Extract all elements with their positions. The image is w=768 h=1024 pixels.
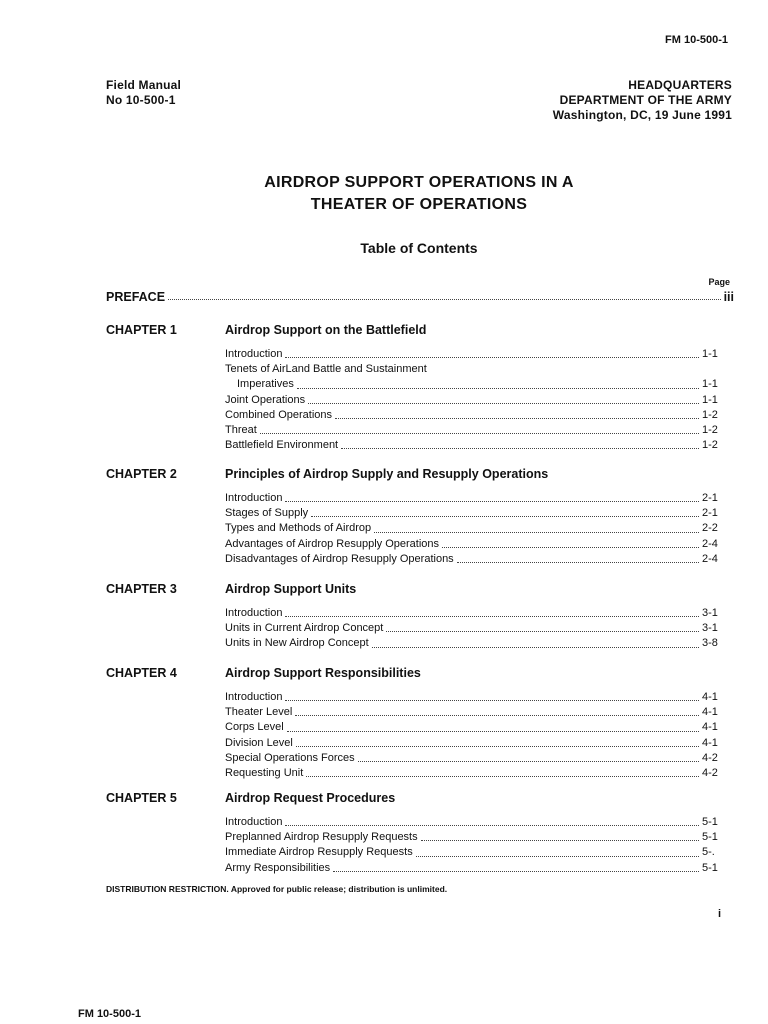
entry-text: Units in Current Airdrop Concept — [225, 622, 384, 635]
entry-page: 5-1 — [702, 861, 718, 874]
toc-entry[interactable] — [225, 438, 716, 453]
chapter-1 — [106, 323, 716, 453]
chapter-heading[interactable] — [106, 582, 716, 602]
entry-text: Corps Level — [225, 721, 284, 734]
chapter-title: Airdrop Support Units — [225, 582, 357, 596]
preface-label: PREFACE — [106, 290, 166, 304]
doc-id-top: FM 10-500-1 — [665, 34, 728, 46]
chapter-entries — [225, 491, 716, 567]
entry-page: 2-1 — [702, 507, 718, 520]
toc-entry[interactable] — [225, 506, 716, 521]
dot-leader — [358, 751, 699, 762]
entry-text: Introduction — [225, 348, 283, 360]
preface-entry[interactable] — [106, 290, 734, 304]
chapter-2 — [106, 467, 716, 567]
toc-entry[interactable] — [225, 636, 716, 651]
toc-entry[interactable] — [225, 408, 716, 423]
dot-leader — [285, 690, 699, 701]
toc-entry[interactable] — [225, 861, 716, 876]
entry-page: 2-4 — [702, 552, 718, 565]
toc-entry[interactable] — [225, 720, 716, 735]
entry-page: 1-1 — [702, 378, 718, 391]
chapter-title: Airdrop Support Responsibilities — [225, 666, 421, 680]
dot-leader — [421, 830, 699, 841]
dot-leader — [260, 423, 699, 434]
entry-text: Units in New Airdrop Concept — [225, 637, 369, 650]
doc-id-bottom: FM 10-500-1 — [78, 1008, 141, 1020]
dot-leader — [416, 845, 699, 856]
dot-leader — [308, 393, 699, 404]
dot-leader — [285, 606, 699, 617]
entry-page: 4-2 — [702, 766, 718, 779]
entry-text: Introduction — [225, 607, 283, 619]
entry-text: Requesting Unit — [225, 766, 304, 779]
entry-text: Disadvantages of Airdrop Resupply Operations — [225, 552, 454, 565]
toc-entry[interactable] — [225, 766, 716, 781]
toc-entry[interactable] — [225, 705, 716, 720]
entry-page: 3-1 — [702, 622, 718, 635]
chapter-3 — [106, 582, 716, 652]
toc-entry[interactable] — [225, 606, 716, 621]
entry-page: 3-8 — [702, 637, 718, 650]
toc-entry[interactable] — [225, 690, 716, 705]
entry-page: 1-2 — [702, 408, 718, 421]
entry-page: 2-1 — [702, 492, 718, 504]
toc-entry[interactable] — [225, 830, 716, 845]
chapter-label: CHAPTER 3 — [106, 582, 177, 596]
entry-page: 2-4 — [702, 537, 718, 550]
entry-page: 1-1 — [702, 348, 718, 360]
dot-leader — [306, 766, 699, 777]
entry-page: 5-1 — [702, 831, 718, 844]
entry-text: Introduction — [225, 816, 283, 828]
chapter-title: Airdrop Request Procedures — [225, 791, 396, 805]
toc-entry[interactable] — [225, 362, 716, 377]
chapter-5 — [106, 791, 716, 876]
entry-text: Types and Methods of Airdrop — [225, 522, 372, 535]
preface-page: iii — [723, 290, 734, 304]
entry-page: 1-2 — [702, 439, 718, 452]
field-manual-line: Field Manual — [106, 78, 182, 92]
chapter-entries — [225, 690, 716, 781]
dot-leader — [372, 636, 699, 647]
entry-page: 4-1 — [702, 706, 718, 719]
entry-page: 3-1 — [702, 607, 718, 619]
toc-entry[interactable] — [225, 751, 716, 766]
dot-leader — [168, 290, 721, 300]
toc-entry[interactable] — [225, 537, 716, 552]
entry-page: 4-2 — [702, 751, 718, 764]
title-line-1: AIRDROP SUPPORT OPERATIONS IN A — [264, 174, 574, 191]
entry-text: Tenets of AirLand Battle and Sustainment — [225, 363, 427, 376]
toc-entry[interactable] — [225, 552, 716, 567]
entry-text: Combined Operations — [225, 408, 333, 421]
toc-entry[interactable] — [225, 377, 716, 392]
chapter-title: Principles of Airdrop Supply and Resupply Operations — [225, 467, 549, 481]
dot-leader — [457, 552, 699, 563]
dot-leader — [295, 705, 699, 716]
chapter-label: CHAPTER 5 — [106, 791, 177, 805]
entry-text: Stages of Supply — [225, 507, 309, 520]
entry-page: 1-2 — [702, 423, 718, 436]
dot-leader — [374, 521, 699, 532]
department-line: DEPARTMENT OF THE ARMY — [559, 93, 732, 107]
toc-entry[interactable] — [225, 736, 716, 751]
chapter-heading[interactable] — [106, 467, 716, 487]
entry-page: 4-1 — [702, 721, 718, 734]
dot-leader — [333, 861, 699, 872]
toc-entry[interactable] — [225, 347, 716, 362]
field-manual-id — [106, 78, 181, 108]
entry-text: Imperatives — [237, 378, 294, 391]
chapter-entries — [225, 606, 716, 652]
chapter-entries — [225, 815, 716, 876]
entry-text: Battlefield Environment — [225, 439, 339, 452]
dot-leader — [311, 506, 699, 517]
toc-entry[interactable] — [225, 621, 716, 636]
entry-page — [702, 362, 716, 377]
dot-leader — [442, 537, 699, 548]
entry-text: Threat — [225, 423, 257, 436]
entry-page: 4-1 — [702, 736, 718, 749]
dot-leader — [296, 736, 699, 747]
dot-leader — [285, 491, 699, 502]
entry-page: 5-1 — [702, 816, 718, 828]
dot-leader — [285, 347, 699, 358]
entry-page: 1-1 — [702, 393, 718, 406]
dot-leader — [386, 621, 699, 632]
entry-text: Joint Operations — [225, 393, 306, 406]
entry-page: 2-2 — [702, 522, 718, 535]
title-line-2: THEATER OF OPERATIONS — [310, 196, 528, 213]
page-column-label: Page — [708, 277, 730, 287]
dot-leader — [297, 377, 699, 388]
entry-text: Army Responsibilities — [225, 861, 331, 874]
entry-text: Division Level — [225, 736, 293, 749]
dot-leader — [285, 815, 699, 826]
entry-text: Advantages of Airdrop Resupply Operations — [225, 537, 440, 550]
chapter-4 — [106, 666, 716, 781]
field-manual-number: No 10-500-1 — [106, 93, 176, 107]
toc-entry[interactable] — [225, 845, 716, 860]
dot-leader — [341, 438, 699, 449]
entry-text: Theater Level — [225, 706, 293, 719]
toc-entry[interactable] — [225, 423, 716, 438]
entry-text: Introduction — [225, 492, 283, 504]
page-number: i — [718, 908, 722, 920]
dot-leader — [335, 408, 699, 419]
chapter-label: CHAPTER 2 — [106, 467, 177, 481]
toc-entry[interactable] — [225, 491, 716, 506]
entry-text: Preplanned Airdrop Resupply Requests — [225, 831, 418, 844]
chapter-label: CHAPTER 4 — [106, 666, 177, 680]
document-title — [0, 172, 768, 216]
entry-text: Introduction — [225, 691, 283, 703]
toc-heading: Table of Contents — [360, 240, 478, 256]
dot-leader — [287, 720, 699, 731]
distribution-restriction: DISTRIBUTION RESTRICTION. Approved for public release; distribution is unlimited. — [106, 884, 448, 894]
toc-entry[interactable] — [225, 521, 716, 536]
chapter-label: CHAPTER 1 — [106, 323, 177, 337]
entry-text: Immediate Airdrop Resupply Requests — [225, 846, 413, 859]
chapter-heading[interactable] — [106, 791, 716, 811]
entry-page: 4-1 — [702, 691, 718, 703]
entry-page: 5-. — [702, 846, 715, 859]
chapter-heading[interactable] — [106, 666, 716, 686]
toc-entry[interactable] — [225, 815, 716, 830]
date-line: Washington, DC, 19 June 1991 — [552, 108, 732, 122]
headquarters-line: HEADQUARTERS — [628, 78, 732, 92]
chapter-entries — [225, 347, 716, 453]
dot-leader — [430, 362, 699, 373]
chapter-heading[interactable] — [106, 323, 716, 343]
toc-entry[interactable] — [225, 393, 716, 408]
chapter-title: Airdrop Support on the Battlefield — [225, 323, 427, 337]
entry-text: Special Operations Forces — [225, 751, 355, 764]
headquarters-block — [553, 78, 732, 123]
